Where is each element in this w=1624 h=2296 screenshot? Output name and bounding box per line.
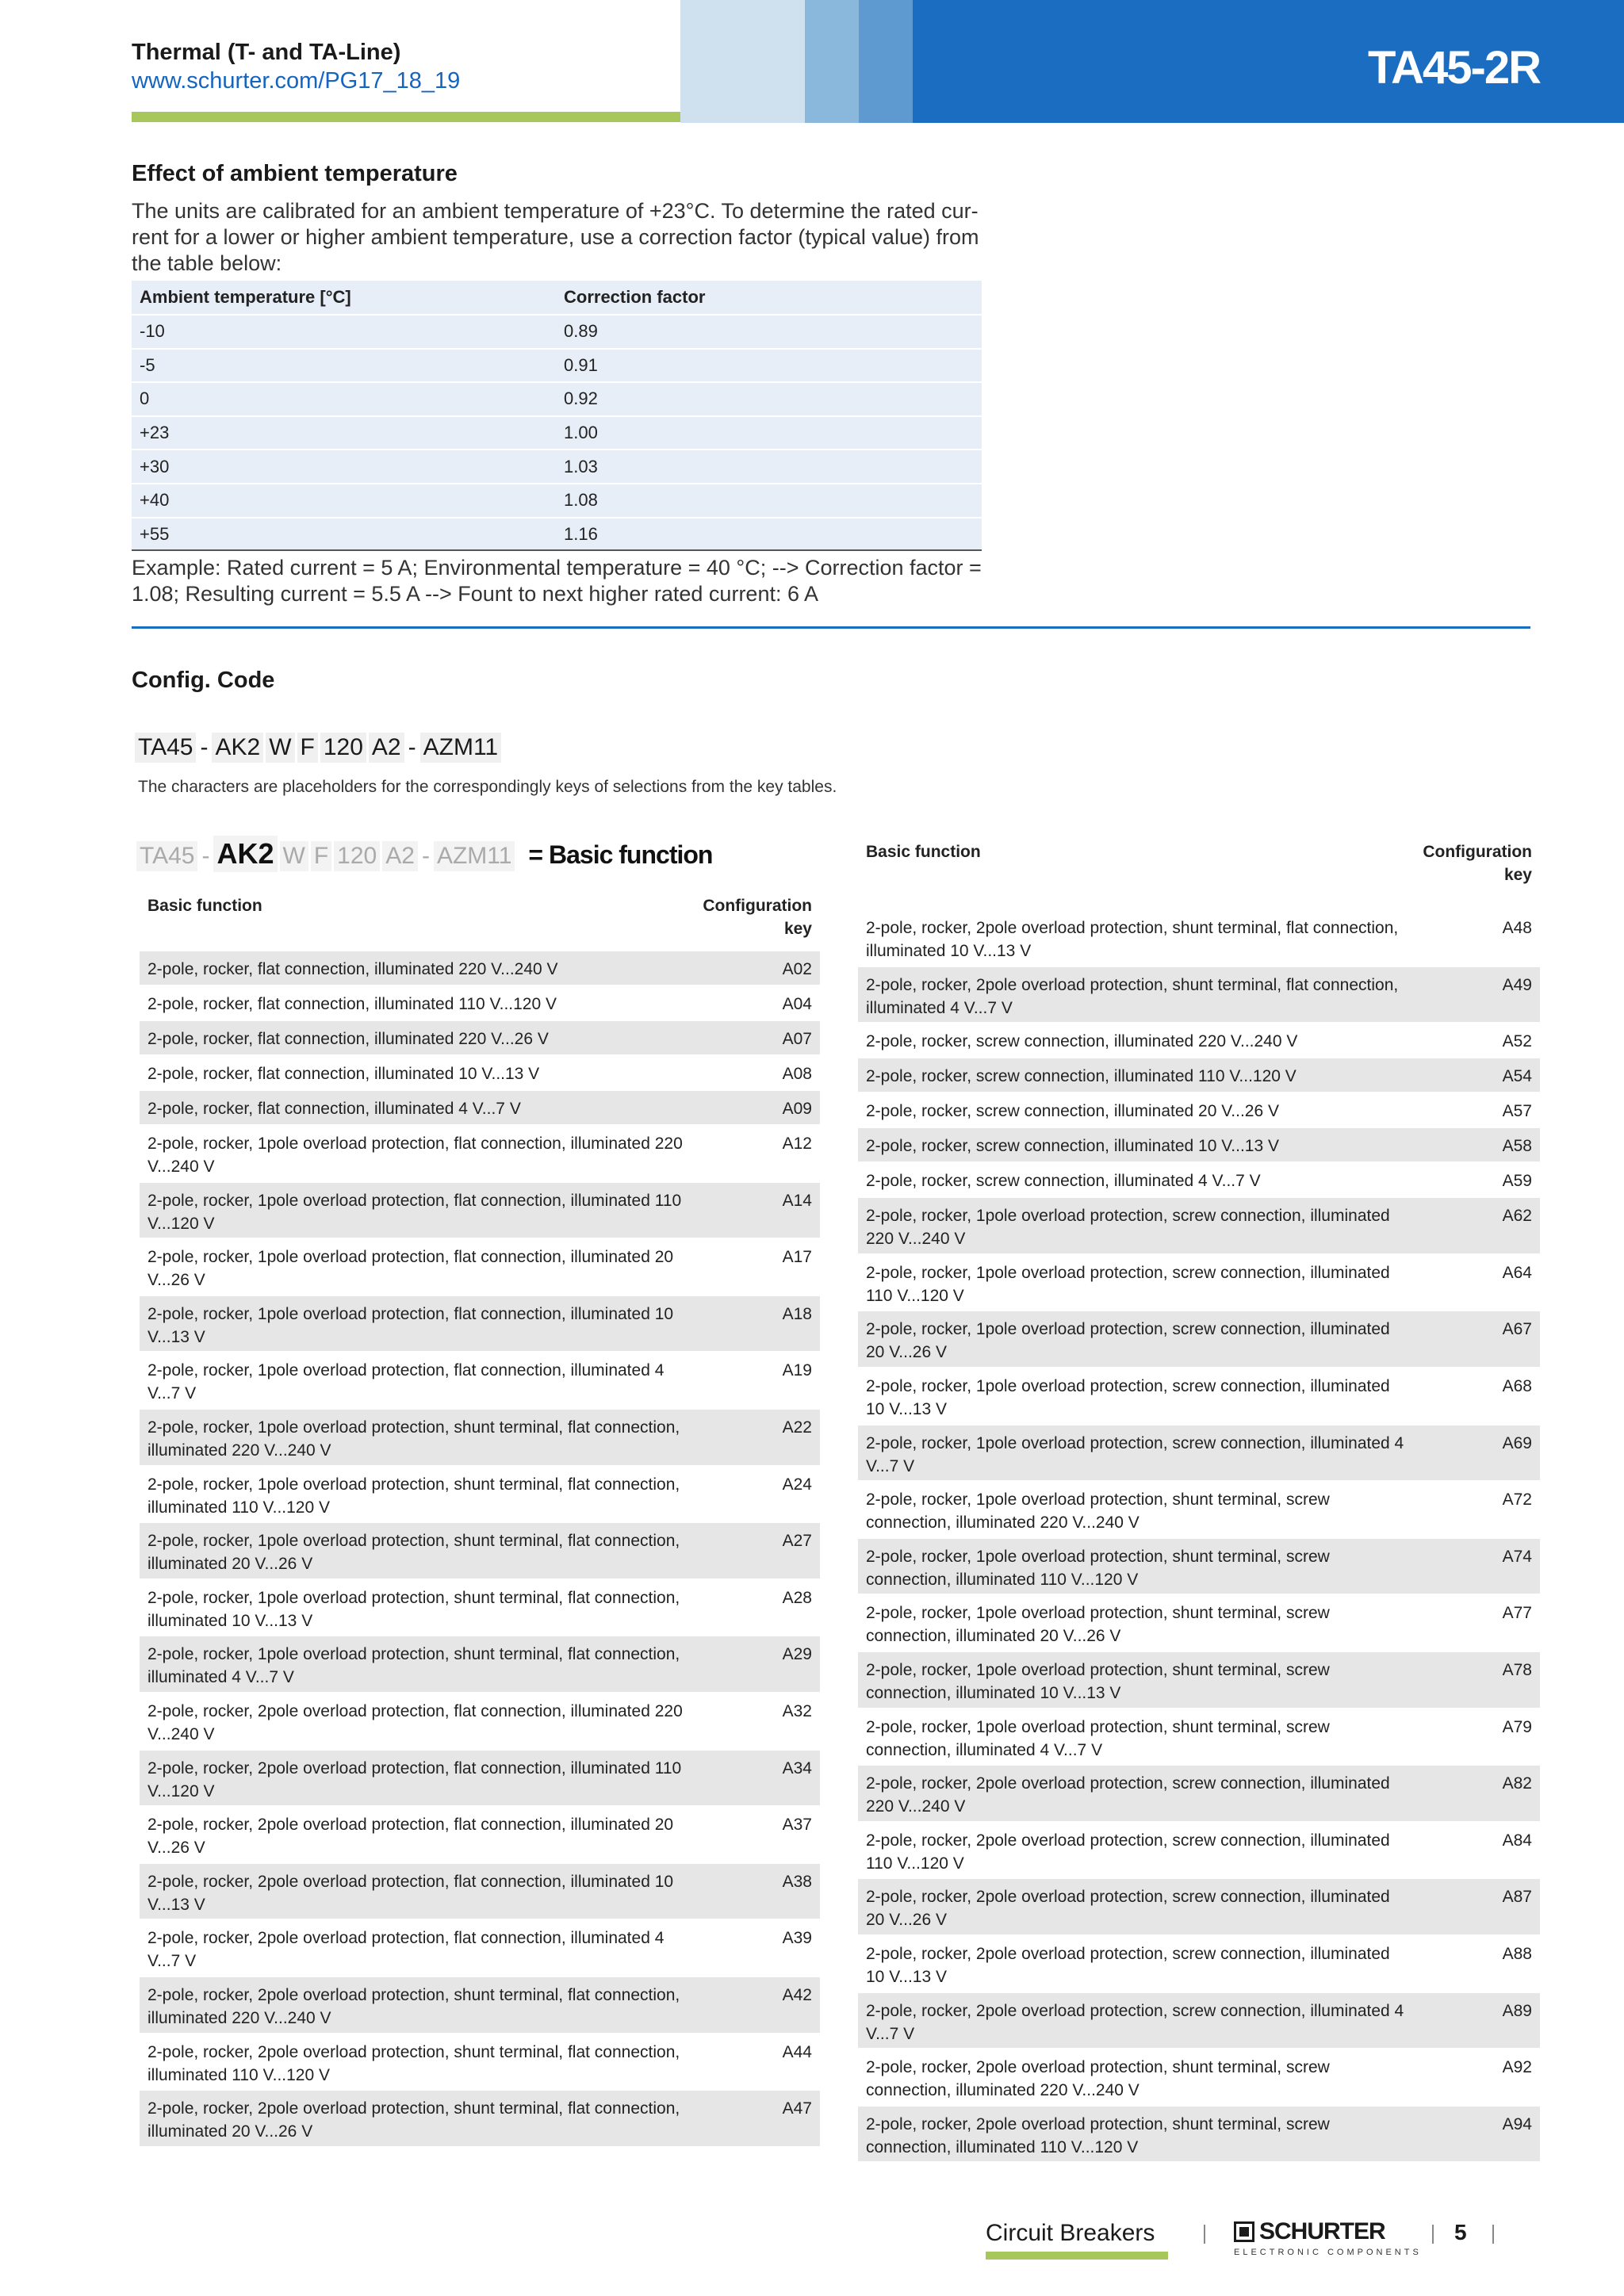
ambient-table-header [132, 281, 982, 316]
key-description: 2-pole, rocker, 1pole overload protection, shunt terminal, flat connection, illuminated 220 V...240 V [147, 1418, 680, 1460]
ambient-table-row [132, 519, 982, 553]
key-table-row [858, 1255, 1540, 1312]
config-note: The characters are placeholders for the correspondingly keys of selections from the key tables. [138, 778, 837, 796]
ambient-temp-cell: -10 [140, 321, 165, 342]
key-code: A49 [1502, 975, 1532, 994]
footer-separator [1432, 2225, 1434, 2244]
code-separator: - [407, 733, 418, 763]
ambient-table-row [132, 383, 982, 417]
key-description: 2-pole, rocker, 2pole overload protection, shunt terminal, flat connection, illuminated 110 V...120 V [147, 2042, 680, 2084]
code-segment: F [311, 841, 331, 871]
ambient-table-row [132, 484, 982, 519]
ambient-table [132, 281, 982, 552]
code-segment: AK2 [212, 733, 263, 763]
section-url-link[interactable]: www.schurter.com/PG17_18_19 [132, 68, 461, 94]
key-table-row [140, 1920, 820, 1977]
key-table-row [140, 1353, 820, 1410]
key-description: 2-pole, rocker, 2pole overload protection, screw connection, illuminated 220 V...240 V [866, 1774, 1390, 1816]
key-description: 2-pole, rocker, 2pole overload protection, screw connection, illuminated 20 V...26 V [866, 1888, 1390, 1930]
ambient-temp-cell: -5 [140, 354, 155, 375]
section-title: Thermal (T- and TA-Line) [132, 40, 401, 65]
key-code: A78 [1502, 1660, 1532, 1679]
key-description: 2-pole, rocker, 2pole overload protection, shunt terminal, flat connection, illuminated 20 V...26 V [147, 2099, 680, 2141]
key-description: 2-pole, rocker, 1pole overload protection, screw connection, illuminated 4 V...7 V [866, 1433, 1404, 1475]
code-segment: 120 [334, 841, 380, 871]
key-table-row [140, 1807, 820, 1864]
key-code: A37 [782, 1816, 812, 1835]
key-table-row [140, 2034, 820, 2091]
ambient-intro: The units are calibrated for an ambient temperature of +23°C. To determine the rated cur-rent for a lower or higher ambient temperature, use a correction factor (typical value) from the table below: [132, 199, 979, 275]
key-code: A08 [782, 1065, 812, 1083]
key-table-row [858, 1482, 1540, 1539]
footer-accent-bar [986, 2252, 1168, 2260]
key-description: 2-pole, rocker, flat connection, illuminated 220 V...26 V [147, 1030, 549, 1048]
key-table-row [858, 1024, 1540, 1058]
key-code: A68 [1502, 1376, 1532, 1395]
ambient-temp-cell: +55 [140, 523, 170, 544]
key-table-row [140, 1056, 820, 1091]
key-table-row [140, 1636, 820, 1693]
header-block-1 [680, 0, 805, 123]
key-description: 2-pole, rocker, screw connection, illuminated 4 V...7 V [866, 1172, 1261, 1191]
key-table-row [858, 1311, 1540, 1368]
header-accent-bar [132, 112, 742, 122]
key-description: 2-pole, rocker, 1pole overload protection, flat connection, illuminated 220 V...240 V [147, 1135, 683, 1176]
key-code: A19 [782, 1361, 812, 1380]
key-table-row [858, 1879, 1540, 1936]
key-table-row [140, 2091, 820, 2148]
code-segment: A2 [369, 733, 404, 763]
logo-tagline: ELECTRONIC COMPONENTS [1234, 2248, 1422, 2257]
key-description: 2-pole, rocker, 1pole overload protection, shunt terminal, screw connection, illuminated 4 V...7 V [866, 1717, 1330, 1759]
key-code: A64 [1502, 1263, 1532, 1282]
key-description: 2-pole, rocker, 1pole overload protection, flat connection, illuminated 10 V...13 V [147, 1304, 674, 1346]
key-code: A38 [782, 1872, 812, 1891]
key-code: A67 [1502, 1320, 1532, 1339]
ambient-factor-cell: 0.92 [564, 388, 598, 409]
config-heading: Config. Code [132, 668, 275, 693]
key-table-row [858, 2049, 1540, 2107]
key-description: 2-pole, rocker, 2pole overload protection, shunt terminal, flat connection, illuminated 4 V...7 V [866, 975, 1399, 1017]
key-code: A07 [782, 1030, 812, 1048]
key-code: A87 [1502, 1888, 1532, 1907]
code-segment: AZM11 [434, 841, 515, 871]
key-code: A34 [782, 1758, 812, 1777]
key-code: A39 [782, 1929, 812, 1948]
key-description: 2-pole, rocker, 1pole overload protection, screw connection, illuminated 110 V...120 V [866, 1263, 1390, 1305]
key-description: 2-pole, rocker, 2pole overload protection, flat connection, illuminated 220 V...240 V [147, 1701, 683, 1743]
code-separator: - [200, 841, 211, 871]
key-description: 2-pole, rocker, 1pole overload protection, shunt terminal, flat connection, illuminated 4 V...7 V [147, 1645, 680, 1687]
key-description: 2-pole, rocker, 2pole overload protection, flat connection, illuminated 20 V...26 V [147, 1816, 674, 1858]
key-code: A14 [782, 1191, 812, 1210]
key-code: A22 [782, 1418, 812, 1437]
footer-separator [1204, 2225, 1205, 2244]
footer-section: Circuit Breakers [986, 2220, 1155, 2246]
key-code: A42 [782, 1985, 812, 2004]
page-number: 5 [1454, 2220, 1467, 2244]
key-description: 2-pole, rocker, 1pole overload protection, flat connection, illuminated 4 V...7 V [147, 1361, 665, 1403]
key-code: A77 [1502, 1604, 1532, 1623]
ambient-factor-cell: 1.00 [564, 423, 598, 443]
key-code: A12 [782, 1135, 812, 1153]
ambient-factor-cell: 0.89 [564, 321, 598, 342]
logo-wordmark: SCHURTER [1259, 2218, 1385, 2244]
key-description: 2-pole, rocker, 1pole overload protection, flat connection, illuminated 110 V...120 V [147, 1191, 682, 1233]
key-code: A62 [1502, 1207, 1532, 1226]
key-code: A94 [1502, 2114, 1532, 2133]
key-table-row [140, 1296, 820, 1353]
key-description: 2-pole, rocker, screw connection, illuminated 110 V...120 V [866, 1067, 1297, 1086]
key-description: 2-pole, rocker, 1pole overload protection, flat connection, illuminated 20 V...26 V [147, 1248, 674, 1290]
code-segment: W [280, 841, 308, 871]
key-col-basic-function: Basic function [147, 897, 262, 915]
key-col-basic-function: Basic function [866, 843, 981, 861]
key-description: 2-pole, rocker, 1pole overload protection, shunt terminal, screw connection, illuminated 110 V...120 V [866, 1547, 1330, 1589]
key-table-row [858, 1766, 1540, 1823]
key-description: 2-pole, rocker, flat connection, illuminated 220 V...240 V [147, 960, 558, 978]
ambient-table-row [132, 350, 982, 384]
key-table-row [858, 1368, 1540, 1425]
key-table-row [858, 1652, 1540, 1709]
ambient-temp-cell: +23 [140, 423, 170, 443]
key-description: 2-pole, rocker, 1pole overload protection, screw connection, illuminated 10 V...13 V [866, 1376, 1390, 1418]
key-code: A88 [1502, 1944, 1532, 1963]
key-table-row [858, 1936, 1540, 1993]
key-table-header [858, 837, 1540, 910]
key-description: 2-pole, rocker, 2pole overload protection, shunt terminal, flat connection, illuminated 220 V...240 V [147, 1985, 680, 2027]
ambient-table-row [132, 316, 982, 350]
key-code: A84 [1502, 1831, 1532, 1850]
code-segment: 120 [320, 733, 366, 763]
key-description: 2-pole, rocker, screw connection, illuminated 10 V...13 V [866, 1137, 1280, 1156]
config-code [135, 733, 504, 763]
ambient-factor-cell: 1.08 [564, 490, 598, 511]
ambient-temp-cell: +40 [140, 490, 170, 511]
key-description: 2-pole, rocker, 2pole overload protection, shunt terminal, flat connection, illuminated 10 V...13 V [866, 919, 1399, 960]
key-col-config-key: Configuration key [1423, 843, 1532, 884]
key-table-row [140, 1091, 820, 1126]
code-segment: TA45 [135, 733, 196, 763]
code-separator: - [420, 841, 431, 871]
key-code: A18 [782, 1304, 812, 1323]
footer-separator [1492, 2225, 1494, 2244]
key-table-row [140, 1021, 820, 1056]
key-table-row [140, 1126, 820, 1183]
config-code-highlight [136, 836, 718, 872]
key-table-row [140, 1523, 820, 1580]
key-description: 2-pole, rocker, 2pole overload protection, shunt terminal, screw connection, illuminated 110 V...120 V [866, 2114, 1330, 2156]
key-code: A04 [782, 995, 812, 1013]
key-description: 2-pole, rocker, flat connection, illuminated 110 V...120 V [147, 995, 557, 1013]
key-table-right [858, 837, 1540, 2163]
key-table-row [140, 1239, 820, 1296]
key-table-row [858, 1093, 1540, 1128]
ambient-table-row [132, 417, 982, 451]
key-table-row [140, 1183, 820, 1240]
key-table-row [858, 1823, 1540, 1880]
header-block-3 [859, 0, 913, 123]
code-segment: A2 [382, 841, 418, 871]
key-code: A02 [782, 960, 812, 978]
key-table-row [858, 1993, 1540, 2050]
key-code: A79 [1502, 1717, 1532, 1736]
key-description: 2-pole, rocker, 2pole overload protection, shunt terminal, screw connection, illuminated 220 V...240 V [866, 2058, 1330, 2100]
code-segment-highlight: AK2 [213, 836, 277, 872]
key-code: A48 [1502, 919, 1532, 937]
ambient-factor-cell: 1.16 [564, 523, 598, 544]
key-code: A82 [1502, 1774, 1532, 1793]
key-table-row [140, 1864, 820, 1921]
key-table-header [140, 891, 820, 951]
key-table-row [140, 1580, 820, 1637]
key-table-row [140, 1751, 820, 1808]
key-description: 2-pole, rocker, 2pole overload protection, flat connection, illuminated 10 V...13 V [147, 1872, 674, 1914]
product-name: TA45-2R [1368, 42, 1540, 94]
key-table-row [140, 1977, 820, 2034]
key-description: 2-pole, rocker, 2pole overload protection, flat connection, illuminated 110 V...120 V [147, 1758, 682, 1800]
key-description: 2-pole, rocker, flat connection, illuminated 4 V...7 V [147, 1100, 521, 1118]
key-description: 2-pole, rocker, 1pole overload protection, shunt terminal, flat connection, illuminated 10 V...13 V [147, 1588, 680, 1630]
key-table-left [140, 891, 820, 2148]
ambient-temp-cell: +30 [140, 456, 170, 476]
key-code: A24 [782, 1475, 812, 1494]
key-code: A27 [782, 1532, 812, 1551]
key-table-row [858, 1058, 1540, 1093]
ambient-table-row [132, 450, 982, 484]
key-table-row [858, 1198, 1540, 1255]
key-code: A17 [782, 1248, 812, 1267]
header-block-2 [805, 0, 859, 123]
key-code: A69 [1502, 1433, 1532, 1452]
ambient-temp-cell: 0 [140, 388, 150, 409]
basic-function-label: = Basic function [525, 839, 715, 871]
key-table-row [858, 910, 1540, 967]
code-separator: - [198, 733, 209, 763]
key-code: A59 [1502, 1172, 1532, 1191]
key-table-row [858, 1128, 1540, 1163]
key-code: A74 [1502, 1547, 1532, 1566]
key-description: 2-pole, rocker, screw connection, illuminated 220 V...240 V [866, 1032, 1298, 1051]
key-description: 2-pole, rocker, 1pole overload protection, shunt terminal, screw connection, illuminated 20 V...26 V [866, 1604, 1330, 1646]
key-table-row [858, 1425, 1540, 1483]
key-code: A09 [782, 1100, 812, 1118]
ambient-example: Example: Rated current = 5 A; Environmental temperature = 40 °C; --> Correction factor = 1.08; Resulting current = 5.5 A --> Fount to next higher rated current: 6 A [132, 556, 982, 606]
key-table-row [858, 967, 1540, 1024]
schurter-logo [1234, 2218, 1385, 2245]
key-code: A44 [782, 2042, 812, 2061]
key-code: A47 [782, 2099, 812, 2118]
key-table-row [140, 1467, 820, 1524]
key-description: 2-pole, rocker, 1pole overload protection, shunt terminal, flat connection, illuminated 110 V...120 V [147, 1475, 680, 1517]
key-description: 2-pole, rocker, 2pole overload protection, screw connection, illuminated 10 V...13 V [866, 1944, 1390, 1986]
key-description: 2-pole, rocker, 1pole overload protection, shunt terminal, screw connection, illuminated 10 V...13 V [866, 1660, 1330, 1702]
ambient-table-rule [132, 549, 982, 551]
logo-mark-icon [1234, 2221, 1254, 2242]
key-code: A52 [1502, 1032, 1532, 1051]
key-code: A89 [1502, 2001, 1532, 2020]
key-table-row [858, 2107, 1540, 2164]
key-table-row [858, 1709, 1540, 1766]
code-segment: TA45 [136, 841, 197, 871]
key-description: 2-pole, rocker, 1pole overload protection, shunt terminal, flat connection, illuminated 20 V...26 V [147, 1532, 680, 1574]
key-code: A57 [1502, 1102, 1532, 1121]
key-table-row [140, 1410, 820, 1467]
key-description: 2-pole, rocker, screw connection, illuminated 20 V...26 V [866, 1102, 1280, 1121]
ambient-heading: Effect of ambient temperature [132, 161, 458, 186]
key-table-row [140, 951, 820, 986]
key-description: 2-pole, rocker, 2pole overload protection, flat connection, illuminated 4 V...7 V [147, 1929, 665, 1971]
key-description: 2-pole, rocker, 1pole overload protection, shunt terminal, screw connection, illuminated 220 V...240 V [866, 1490, 1330, 1533]
key-table-row [140, 986, 820, 1021]
key-code: A32 [782, 1701, 812, 1720]
ambient-factor-cell: 1.03 [564, 456, 598, 476]
key-code: A92 [1502, 2058, 1532, 2077]
ambient-col-temp: Ambient temperature [°C] [140, 287, 351, 307]
key-description: 2-pole, rocker, flat connection, illuminated 10 V...13 V [147, 1065, 540, 1083]
key-code: A72 [1502, 1490, 1532, 1510]
key-table-row [858, 1539, 1540, 1596]
key-code: A29 [782, 1645, 812, 1664]
section-divider [132, 626, 1530, 629]
ambient-col-factor: Correction factor [564, 287, 706, 307]
code-segment: W [266, 733, 294, 763]
key-description: 2-pole, rocker, 1pole overload protection, screw connection, illuminated 20 V...26 V [866, 1320, 1390, 1362]
key-table-row [858, 1163, 1540, 1198]
key-code: A58 [1502, 1137, 1532, 1156]
code-segment: AZM11 [420, 733, 501, 763]
key-table-row [140, 1693, 820, 1751]
key-description: 2-pole, rocker, 1pole overload protection, screw connection, illuminated 220 V...240 V [866, 1207, 1390, 1249]
key-description: 2-pole, rocker, 2pole overload protection, screw connection, illuminated 110 V...120 V [866, 1831, 1390, 1873]
key-code: A28 [782, 1588, 812, 1607]
code-segment: F [297, 733, 318, 763]
key-col-config-key: Configuration key [703, 897, 812, 938]
key-description: 2-pole, rocker, 2pole overload protection, screw connection, illuminated 4 V...7 V [866, 2001, 1404, 2043]
key-code: A54 [1502, 1067, 1532, 1086]
ambient-factor-cell: 0.91 [564, 354, 598, 375]
key-table-row [858, 1595, 1540, 1652]
